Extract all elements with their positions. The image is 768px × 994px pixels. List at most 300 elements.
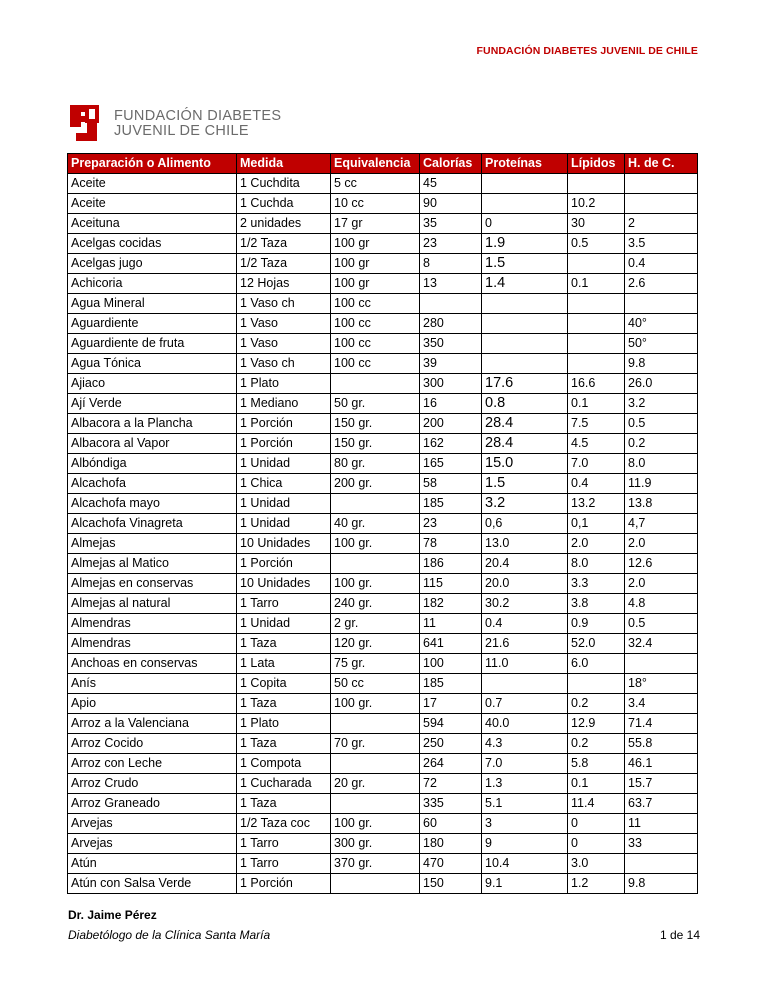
table-cell: 1.5 <box>482 254 568 274</box>
table-cell: 60 <box>420 814 482 834</box>
table-cell: 1 Copita <box>237 674 331 694</box>
table-cell: 8 <box>420 254 482 274</box>
table-row <box>68 594 698 614</box>
table-cell: 18° <box>625 674 698 694</box>
table-cell: 1 Unidad <box>237 614 331 634</box>
column-header: Proteínas <box>482 154 568 174</box>
table-cell: 250 <box>420 734 482 754</box>
table-cell <box>568 354 625 374</box>
table-cell: 23 <box>420 234 482 254</box>
table-cell <box>568 294 625 314</box>
table-cell: 8.0 <box>625 454 698 474</box>
table-cell: 185 <box>420 494 482 514</box>
table-cell: 1 Vaso ch <box>237 294 331 314</box>
table-cell: 1 Vaso <box>237 334 331 354</box>
table-cell: 200 <box>420 414 482 434</box>
table-cell: 3.4 <box>625 694 698 714</box>
table-cell: 1.3 <box>482 774 568 794</box>
table-cell: Albacora a la Plancha <box>68 414 237 434</box>
table-cell: 2.6 <box>625 274 698 294</box>
table-cell: 0,1 <box>568 514 625 534</box>
table-cell: 280 <box>420 314 482 334</box>
table-cell: 1 Porción <box>237 414 331 434</box>
table-cell: 17 gr <box>331 214 420 234</box>
table-cell: 72 <box>420 774 482 794</box>
table-cell: Albóndiga <box>68 454 237 474</box>
table-cell: 1 Cucharada <box>237 774 331 794</box>
table-cell: 10.4 <box>482 854 568 874</box>
table-cell: Almendras <box>68 634 237 654</box>
column-header: H. de C. <box>625 154 698 174</box>
table-cell <box>331 794 420 814</box>
table-row <box>68 834 698 854</box>
table-row <box>68 794 698 814</box>
table-row <box>68 814 698 834</box>
table-cell: 264 <box>420 754 482 774</box>
table-cell <box>482 174 568 194</box>
table-cell: 0 <box>568 814 625 834</box>
table-cell: 28.4 <box>482 434 568 454</box>
table-cell: 0.2 <box>568 734 625 754</box>
table-cell: Anchoas en conservas <box>68 654 237 674</box>
table-cell: Arvejas <box>68 814 237 834</box>
table-cell: 13.8 <box>625 494 698 514</box>
table-cell: Ajiaco <box>68 374 237 394</box>
table-cell <box>625 294 698 314</box>
table-cell: 1 Mediano <box>237 394 331 414</box>
table-cell: 1 Taza <box>237 694 331 714</box>
table-cell: Anís <box>68 674 237 694</box>
table-cell: 1/2 Taza <box>237 234 331 254</box>
table-row <box>68 494 698 514</box>
table-cell: 30 <box>568 214 625 234</box>
table-cell: Aceite <box>68 174 237 194</box>
table-cell <box>568 174 625 194</box>
table-cell: 240 gr. <box>331 594 420 614</box>
table-cell: 12.9 <box>568 714 625 734</box>
table-cell: 1 Tarro <box>237 834 331 854</box>
column-header: Lípidos <box>568 154 625 174</box>
table-cell: Apio <box>68 694 237 714</box>
table-cell: 5.1 <box>482 794 568 814</box>
table-cell: 100 gr. <box>331 534 420 554</box>
table-cell: Agua Tónica <box>68 354 237 374</box>
table-cell: 9 <box>482 834 568 854</box>
table-cell: 10 Unidades <box>237 574 331 594</box>
table-cell: 32.4 <box>625 634 698 654</box>
table-cell: Aguardiente de fruta <box>68 334 237 354</box>
table-cell: 75 gr. <box>331 654 420 674</box>
table-cell: 3.2 <box>482 494 568 514</box>
table-cell <box>482 674 568 694</box>
table-cell: 0.8 <box>482 394 568 414</box>
table-cell: 1/2 Taza coc <box>237 814 331 834</box>
table-row <box>68 474 698 494</box>
table-cell: Almendras <box>68 614 237 634</box>
table-cell: 63.7 <box>625 794 698 814</box>
table-cell: 1.5 <box>482 474 568 494</box>
table-cell: 594 <box>420 714 482 734</box>
table-cell: 4,7 <box>625 514 698 534</box>
table-cell: 11.4 <box>568 794 625 814</box>
table-cell: 100 gr <box>331 234 420 254</box>
table-cell: 33 <box>625 834 698 854</box>
table-cell: 70 gr. <box>331 734 420 754</box>
table-cell: 2.0 <box>625 534 698 554</box>
column-header: Calorías <box>420 154 482 174</box>
table-cell <box>568 254 625 274</box>
table-cell: 470 <box>420 854 482 874</box>
table-cell: 4.3 <box>482 734 568 754</box>
table-cell: 100 cc <box>331 334 420 354</box>
table-cell: 0.9 <box>568 614 625 634</box>
table-cell: 1 Tarro <box>237 854 331 874</box>
table-row <box>68 874 698 894</box>
table-row <box>68 634 698 654</box>
table-cell: 16.6 <box>568 374 625 394</box>
table-cell: 180 <box>420 834 482 854</box>
table-row <box>68 714 698 734</box>
table-cell <box>331 374 420 394</box>
table-cell: 16 <box>420 394 482 414</box>
table-cell: 11 <box>625 814 698 834</box>
table-cell: 370 gr. <box>331 854 420 874</box>
logo-line-2: JUVENIL DE CHILE <box>114 123 249 139</box>
table-cell: 1 Taza <box>237 794 331 814</box>
food-table <box>67 153 698 894</box>
table-cell: 11.9 <box>625 474 698 494</box>
table-cell: Almejas <box>68 534 237 554</box>
table-cell: 21.6 <box>482 634 568 654</box>
table-cell: 100 gr. <box>331 814 420 834</box>
table-cell: 8.0 <box>568 554 625 574</box>
table-cell: 200 gr. <box>331 474 420 494</box>
table-cell: 45 <box>420 174 482 194</box>
table-row <box>68 354 698 374</box>
table-cell: 3.2 <box>625 394 698 414</box>
table-cell: 0.2 <box>568 694 625 714</box>
table-cell: Aceituna <box>68 214 237 234</box>
table-cell: Achicoria <box>68 274 237 294</box>
table-cell: 7.0 <box>568 454 625 474</box>
table-cell: 0.4 <box>625 254 698 274</box>
table-cell: Almejas al Matico <box>68 554 237 574</box>
table-cell: 162 <box>420 434 482 454</box>
table-cell: 100 cc <box>331 314 420 334</box>
table-cell: 300 <box>420 374 482 394</box>
table-row <box>68 854 698 874</box>
table-cell: 1 Unidad <box>237 494 331 514</box>
table-cell: Alcachofa <box>68 474 237 494</box>
table-cell: 1/2 Taza <box>237 254 331 274</box>
table-cell: 100 gr <box>331 274 420 294</box>
table-cell: 100 gr. <box>331 694 420 714</box>
table-cell: 1 Cuchdita <box>237 174 331 194</box>
table-cell: 20.4 <box>482 554 568 574</box>
table-cell: 182 <box>420 594 482 614</box>
table-header-row <box>68 154 698 174</box>
table-cell: 0,6 <box>482 514 568 534</box>
table-cell: 1 Plato <box>237 374 331 394</box>
table-cell <box>482 354 568 374</box>
logo <box>68 103 281 145</box>
column-header: Medida <box>237 154 331 174</box>
table-cell: 20 gr. <box>331 774 420 794</box>
table-row <box>68 534 698 554</box>
table-cell: 350 <box>420 334 482 354</box>
table-cell: 100 gr <box>331 254 420 274</box>
table-cell <box>482 334 568 354</box>
table-cell: 1 Chica <box>237 474 331 494</box>
table-cell: 3 <box>482 814 568 834</box>
table-cell: 90 <box>420 194 482 214</box>
table-cell: 120 gr. <box>331 634 420 654</box>
table-cell: 1.4 <box>482 274 568 294</box>
table-cell: Atún con Salsa Verde <box>68 874 237 894</box>
table-row <box>68 694 698 714</box>
logo-text <box>114 109 281 139</box>
table-cell: 80 gr. <box>331 454 420 474</box>
table-cell: Alcachofa mayo <box>68 494 237 514</box>
table-cell: 0 <box>482 214 568 234</box>
table-cell <box>568 674 625 694</box>
table-cell: 12 Hojas <box>237 274 331 294</box>
table-cell: 0.1 <box>568 274 625 294</box>
table-cell: 11 <box>420 614 482 634</box>
table-cell: 1 Lata <box>237 654 331 674</box>
table-row <box>68 734 698 754</box>
table-cell: 300 gr. <box>331 834 420 854</box>
table-cell: 52.0 <box>568 634 625 654</box>
table-row <box>68 234 698 254</box>
table-cell: 1.9 <box>482 234 568 254</box>
table-cell: 78 <box>420 534 482 554</box>
table-row <box>68 574 698 594</box>
table-cell: 13.0 <box>482 534 568 554</box>
table-cell <box>420 294 482 314</box>
table-cell: 50 gr. <box>331 394 420 414</box>
table-cell: 2 gr. <box>331 614 420 634</box>
table-cell: 55.8 <box>625 734 698 754</box>
table-cell: 0.4 <box>482 614 568 634</box>
table-cell: 0 <box>568 834 625 854</box>
table-cell: 1 Tarro <box>237 594 331 614</box>
table-cell: 28.4 <box>482 414 568 434</box>
table-cell <box>482 194 568 214</box>
table-cell: 9.8 <box>625 874 698 894</box>
table-cell: Agua Mineral <box>68 294 237 314</box>
table-row <box>68 554 698 574</box>
table-cell: 0.2 <box>625 434 698 454</box>
table-cell: 40 gr. <box>331 514 420 534</box>
table-row <box>68 374 698 394</box>
table-cell: 9.8 <box>625 354 698 374</box>
table-row <box>68 674 698 694</box>
table-cell: 165 <box>420 454 482 474</box>
table-cell: 150 <box>420 874 482 894</box>
table-cell: 26.0 <box>625 374 698 394</box>
table-cell: 115 <box>420 574 482 594</box>
table-cell: 0.5 <box>625 414 698 434</box>
author-name: Dr. Jaime Pérez <box>68 908 157 922</box>
table-cell: Arroz con Leche <box>68 754 237 774</box>
table-cell: 23 <box>420 514 482 534</box>
table-cell: 17.6 <box>482 374 568 394</box>
table-cell: 185 <box>420 674 482 694</box>
table-cell: Aguardiente <box>68 314 237 334</box>
table-cell <box>331 554 420 574</box>
table-cell: 0.1 <box>568 394 625 414</box>
table-row <box>68 174 698 194</box>
author-role: Diabetólogo de la Clínica Santa María <box>68 928 271 942</box>
table-cell: 20.0 <box>482 574 568 594</box>
table-cell: 13.2 <box>568 494 625 514</box>
table-row <box>68 514 698 534</box>
table-cell: 50° <box>625 334 698 354</box>
table-cell: 17 <box>420 694 482 714</box>
table-row <box>68 454 698 474</box>
table-cell <box>625 174 698 194</box>
table-cell: 1 Vaso ch <box>237 354 331 374</box>
table-cell: 13 <box>420 274 482 294</box>
table-cell: 186 <box>420 554 482 574</box>
column-header: Preparación o Alimento <box>68 154 237 174</box>
table-row <box>68 314 698 334</box>
table-cell: 0.4 <box>568 474 625 494</box>
table-cell: 2 <box>625 214 698 234</box>
table-cell: Arvejas <box>68 834 237 854</box>
table-row <box>68 194 698 214</box>
table-cell: 3.3 <box>568 574 625 594</box>
table-cell <box>625 654 698 674</box>
table-cell <box>331 874 420 894</box>
table-cell: Aceite <box>68 194 237 214</box>
table-cell: Almejas en conservas <box>68 574 237 594</box>
table-cell: 100 <box>420 654 482 674</box>
table-row <box>68 334 698 354</box>
table-cell: 39 <box>420 354 482 374</box>
table-cell: Atún <box>68 854 237 874</box>
table-cell: 1 Plato <box>237 714 331 734</box>
table-cell <box>568 334 625 354</box>
table-cell: 35 <box>420 214 482 234</box>
table-cell: 46.1 <box>625 754 698 774</box>
table-cell: 5.8 <box>568 754 625 774</box>
table-row <box>68 254 698 274</box>
table-cell: Acelgas cocidas <box>68 234 237 254</box>
table-cell: 10 Unidades <box>237 534 331 554</box>
table-cell: 1 Unidad <box>237 454 331 474</box>
table-cell: 10 cc <box>331 194 420 214</box>
table-cell: Arroz Crudo <box>68 774 237 794</box>
table-cell: 7.0 <box>482 754 568 774</box>
table-cell: Almejas al natural <box>68 594 237 614</box>
table-cell: 1 Taza <box>237 734 331 754</box>
table-row <box>68 274 698 294</box>
table-cell: 3.0 <box>568 854 625 874</box>
table-cell: 335 <box>420 794 482 814</box>
document-header: FUNDACIÓN DIABETES JUVENIL DE CHILE <box>476 45 698 57</box>
table-cell: Arroz Cocido <box>68 734 237 754</box>
table-row <box>68 774 698 794</box>
table-cell: 4.8 <box>625 594 698 614</box>
table-cell: Ají Verde <box>68 394 237 414</box>
page-number: 1 de 14 <box>659 928 700 942</box>
table-cell: 1 Cuchda <box>237 194 331 214</box>
table-cell: 30.2 <box>482 594 568 614</box>
table-cell: 1 Compota <box>237 754 331 774</box>
table-cell: 0.7 <box>482 694 568 714</box>
table-cell <box>331 714 420 734</box>
table-cell: 1 Porción <box>237 554 331 574</box>
table-cell <box>331 494 420 514</box>
table-cell: 0.5 <box>625 614 698 634</box>
table-cell: 100 gr. <box>331 574 420 594</box>
fdj-logo-icon <box>68 103 104 145</box>
table-cell: Albacora al Vapor <box>68 434 237 454</box>
table-cell: 40° <box>625 314 698 334</box>
table-cell: 9.1 <box>482 874 568 894</box>
table-cell: 58 <box>420 474 482 494</box>
table-cell: 1 Unidad <box>237 514 331 534</box>
table-cell: 1 Porción <box>237 874 331 894</box>
table-row <box>68 654 698 674</box>
table-cell: 15.0 <box>482 454 568 474</box>
table-body <box>68 174 698 894</box>
table-cell: 71.4 <box>625 714 698 734</box>
table-cell: 12.6 <box>625 554 698 574</box>
table-cell: 2 unidades <box>237 214 331 234</box>
table-cell: Alcachofa Vinagreta <box>68 514 237 534</box>
table-cell: 2.0 <box>625 574 698 594</box>
table-cell <box>482 314 568 334</box>
table-cell: Arroz Graneado <box>68 794 237 814</box>
table-cell: 1 Taza <box>237 634 331 654</box>
table-cell: 1.2 <box>568 874 625 894</box>
table-cell: 3.5 <box>625 234 698 254</box>
table-row <box>68 414 698 434</box>
table-cell: Arroz a la Valenciana <box>68 714 237 734</box>
table-cell <box>482 294 568 314</box>
table-cell: 1 Vaso <box>237 314 331 334</box>
table-cell: 15.7 <box>625 774 698 794</box>
table-row <box>68 434 698 454</box>
table-cell: 150 gr. <box>331 434 420 454</box>
table-cell <box>625 854 698 874</box>
table-cell: 0.5 <box>568 234 625 254</box>
table-row <box>68 294 698 314</box>
table-cell: 6.0 <box>568 654 625 674</box>
table-cell: 40.0 <box>482 714 568 734</box>
table-cell: 3.8 <box>568 594 625 614</box>
table-cell: 2.0 <box>568 534 625 554</box>
table-cell: 50 cc <box>331 674 420 694</box>
table-cell: 100 cc <box>331 354 420 374</box>
table-cell: 150 gr. <box>331 414 420 434</box>
table-cell: 4.5 <box>568 434 625 454</box>
table-cell: Acelgas jugo <box>68 254 237 274</box>
table-cell: 7.5 <box>568 414 625 434</box>
table-cell: 5 cc <box>331 174 420 194</box>
table-row <box>68 394 698 414</box>
table-cell: 1 Porción <box>237 434 331 454</box>
table-cell <box>625 194 698 214</box>
table-cell: 100 cc <box>331 294 420 314</box>
table-row <box>68 214 698 234</box>
table-cell: 0.1 <box>568 774 625 794</box>
table-row <box>68 614 698 634</box>
logo-line-1: FUNDACIÓN DIABETES <box>114 108 282 124</box>
